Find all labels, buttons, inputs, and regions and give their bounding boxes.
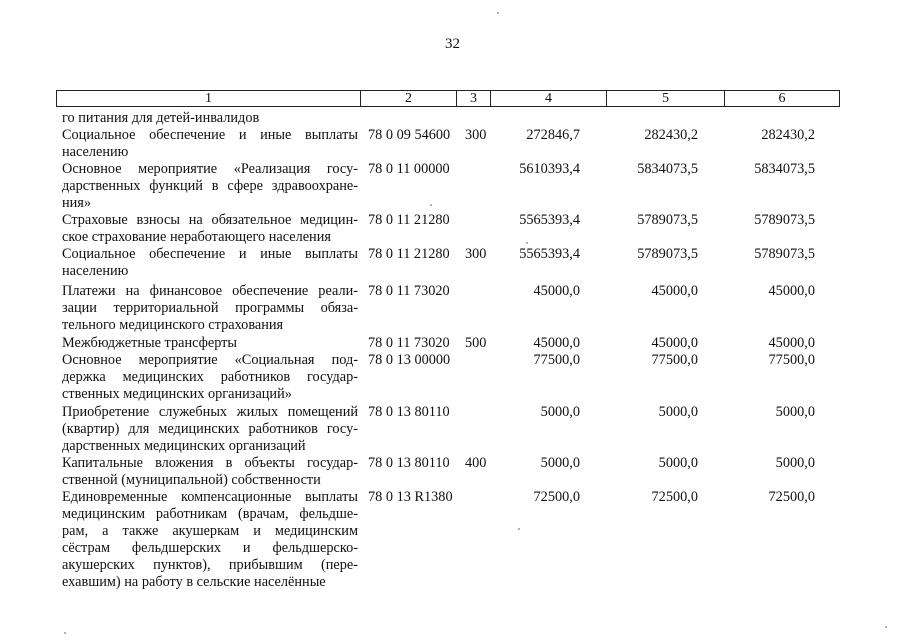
row-description [62,127,358,161]
row-value-5: 45000,0 [651,283,698,299]
scan-speck [885,626,887,628]
description-line: населению [62,144,129,160]
row-code: 78 0 11 00000 [368,161,450,177]
row-value-4: 272846,7 [526,127,580,143]
description-line: держка медицинских работников государ- [62,369,358,385]
description-line: Приобретение служебных жилых помещений [62,404,358,420]
description-line: го питания для детей-инвалидов [62,110,260,126]
row-value-4: 45000,0 [533,335,580,351]
description-line: Капитальные вложения в объекты государ- [62,455,358,471]
header-col-3: 3 [457,91,491,106]
row-value-5: 5000,0 [658,455,698,471]
description-line: ственной (муниципальной) собственности [62,472,321,488]
row-value-4: 5000,0 [540,404,580,420]
description-line: Социальное обеспечение и иные выплаты [62,127,358,143]
description-line: рам, а также акушеркам и медицинским [62,523,358,539]
row-value-4: 77500,0 [533,352,580,368]
row-description [62,212,358,246]
row-type: 300 [465,246,487,262]
row-value-4: 5565393,4 [519,212,580,228]
description-line: дарственных медицинских организаций [62,438,306,454]
description-line: Социальное обеспечение и иные выплаты [62,246,358,262]
description-line: ственных медицинских организаций» [62,386,292,402]
description-line: Единовременные компенсационные выплаты [62,489,358,505]
row-value-5: 5000,0 [658,404,698,420]
row-code: 78 0 13 R1380 [368,489,453,505]
header-col-4: 4 [491,91,607,106]
row-value-5: 5789073,5 [637,246,698,262]
description-line: сёстрам фельдшерских и фельдшерско- [62,540,358,556]
description-line: ское страхование неработающего населения [62,229,331,245]
row-value-5: 282430,2 [644,127,698,143]
scan-speck [497,12,499,14]
description-line: Межбюджетные трансферты [62,335,238,351]
row-value-5: 77500,0 [651,352,698,368]
header-col-6: 6 [778,91,786,106]
scan-speck [526,242,528,244]
row-description [62,110,358,127]
row-value-4: 45000,0 [533,283,580,299]
row-description [62,404,358,455]
row-value-6: 5000,0 [775,455,815,471]
description-line: дарственных функций в сфере здравоохране- [62,178,358,194]
header-col-5: 5 [607,91,725,106]
row-description [62,455,358,489]
row-value-6: 5000,0 [775,404,815,420]
row-code: 78 0 11 73020 [368,335,450,351]
row-code: 78 0 11 21280 [368,246,450,262]
description-line: Страховые взносы на обязательное медицин- [62,212,358,228]
row-value-5: 72500,0 [651,489,698,505]
row-value-5: 45000,0 [651,335,698,351]
row-code: 78 0 11 21280 [368,212,450,228]
header-col-2: 2 [361,91,457,106]
description-line: населению [62,263,129,279]
row-value-6: 5834073,5 [754,161,815,177]
row-code: 78 0 13 80110 [368,455,450,471]
row-description [62,246,358,280]
row-type: 400 [465,455,487,471]
row-value-5: 5789073,5 [637,212,698,228]
scan-speck [64,632,66,634]
row-value-4: 72500,0 [533,489,580,505]
table-header [56,90,840,107]
description-line: тельного медицинского страхования [62,317,284,333]
description-line: ния» [62,195,92,211]
scan-speck [518,528,520,530]
row-value-6: 5789073,5 [754,212,815,228]
row-value-6: 5789073,5 [754,246,815,262]
row-value-4: 5000,0 [540,455,580,471]
row-type: 300 [465,127,487,143]
header-col-1: 1 [57,91,361,106]
row-value-6: 282430,2 [761,127,815,143]
description-line: акушерских пунктов), прибывшим (пере- [62,557,358,573]
row-type: 500 [465,335,487,351]
description-line: Основное мероприятие «Реализация госу- [62,161,358,177]
row-value-6: 77500,0 [768,352,815,368]
row-value-6: 45000,0 [768,283,815,299]
row-code: 78 0 09 54600 [368,127,451,143]
row-code: 78 0 13 80110 [368,404,450,420]
page-number: 32 [445,36,460,52]
row-code: 78 0 13 00000 [368,352,451,368]
row-description [62,283,358,334]
description-line: Платежи на финансовое обеспечение реали- [62,283,358,299]
row-description [62,352,358,403]
row-value-4: 5610393,4 [519,161,580,177]
description-line: ехавшим) на работу в сельские населённые [62,574,326,590]
row-value-6: 45000,0 [768,335,815,351]
description-line: Основное мероприятие «Социальная под- [62,352,358,368]
row-description [62,489,358,591]
row-value-6: 72500,0 [768,489,815,505]
row-description [62,161,358,212]
row-description [62,335,358,352]
description-line: медицинским работникам (врачам, фельдше- [62,506,358,522]
row-value-4: 5565393,4 [519,246,580,262]
description-line: зации территориальной программы обяза- [62,300,358,316]
row-code: 78 0 11 73020 [368,283,450,299]
row-value-5: 5834073,5 [637,161,698,177]
scan-speck [430,204,432,206]
description-line: (квартир) для медицинских работников госу- [62,421,358,437]
